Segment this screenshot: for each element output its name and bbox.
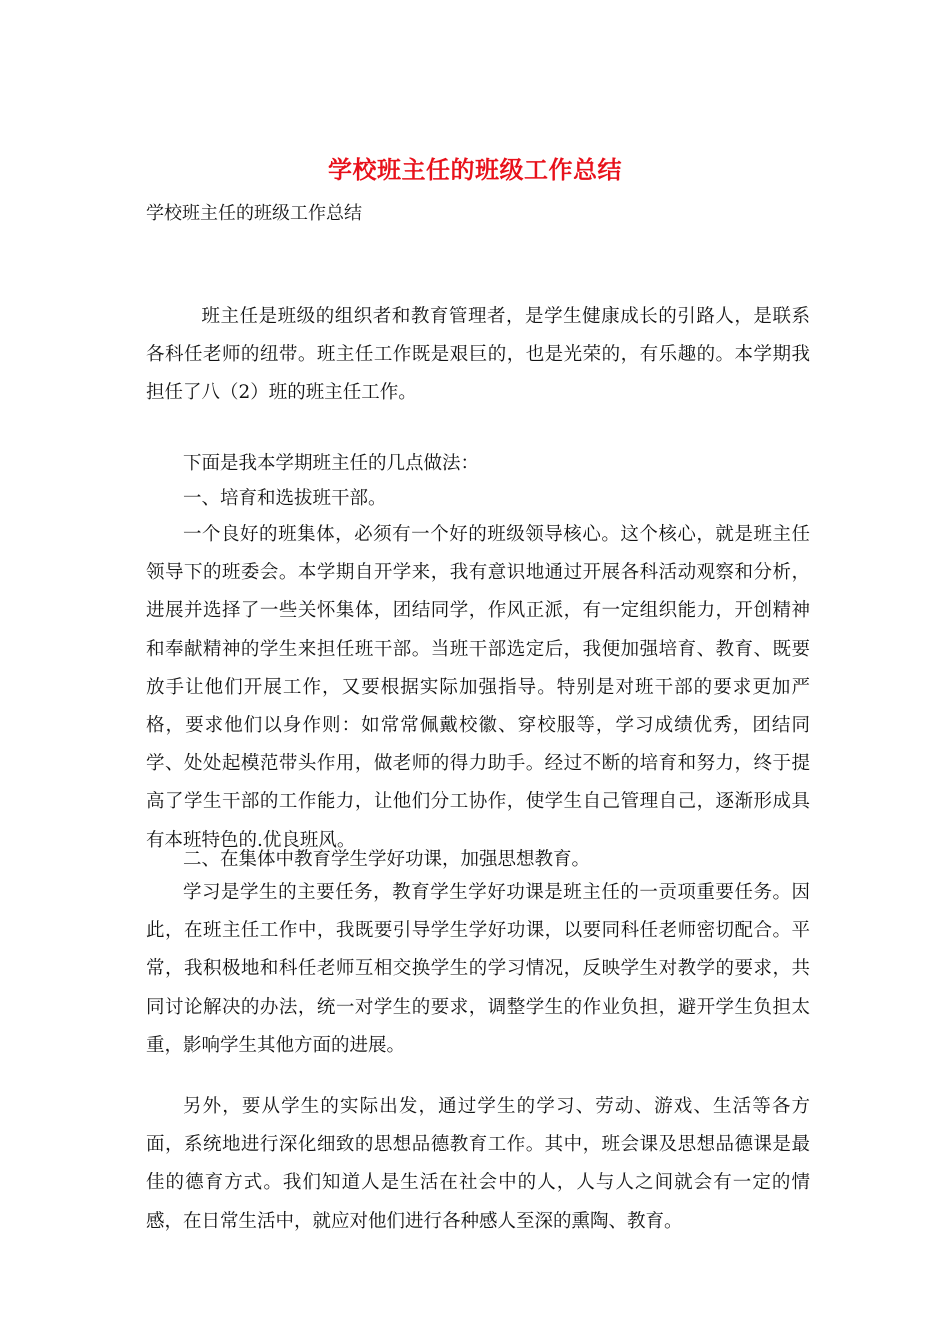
paragraph-intro: 班主任是班级的组织者和教育管理者，是学生健康成长的引路人，是联系各科任老师的纽带。班主任工作既是艰巨的，也是光荣的，有乐趣的。本学期我担任了八（2）班的班主任工作。 [146, 306, 810, 404]
paragraph-study: 学习是学生的主要任务，教育学生学好功课是班主任的一贡项重要任务。因此，在班主任工作中，我既要引导学生学好功课，以要同科任老师密切配合。平常，我积极地和科任老师互相交换学生的学习情况，反映学生对教学的要求，共同讨论解决的办法，统一对学生的要求，调整学生的作业负担，避开学生负担太重，影响学生其他方面的进展。 [146, 882, 810, 1056]
paragraph-methods-intro: 下面是我本学期班主任的几点做法： [183, 453, 480, 474]
paragraph-class-cadres: 一个良好的班集体，必须有一个好的班级领导核心。这个核心，就是班主任领导下的班委会。本学期自开学来，我有意识地通过开展各科活动观察和分析，进展并选择了一些关怀集体，团结同学，作风正派，有一定组织能力，开创精神和奉献精神的学生来担任班干部。当班干部选定后，我便加强培育、教育、既要放手让他们开展工作，又要根据实际加强指导。特别是对班干部的要求更加严格，要求他们以身作则：如常常佩戴校徽、穿校服等，学习成绩优秀，团结同学、处处起模范带头作用，做老师的得力助手。经过不断的培育和努力，终于提高了学生干部的工作能力，让他们分工协作，使学生自己管理自己，逐渐形成具有本班特色的.优良班风。 [146, 524, 810, 851]
section-heading-2: 二、在集体中教育学生学好功课，加强思想教育。 [183, 849, 591, 870]
section-heading-1: 一、培育和选拔班干部。 [183, 488, 387, 509]
document-subtitle: 学校班主任的班级工作总结 [146, 203, 362, 224]
document-title: 学校班主任的班级工作总结 [328, 155, 622, 184]
paragraph-moral-education: 另外，要从学生的实际出发，通过学生的学习、劳动、游戏、生活等各方面，系统地进行深化细致的思想品德教育工作。其中，班会课及思想品德课是最佳的德育方式。我们知道人是生活在社会中的人，人与人之间就会有一定的情感，在日常生活中，就应对他们进行各种感人至深的熏陶、教育。 [146, 1096, 810, 1232]
